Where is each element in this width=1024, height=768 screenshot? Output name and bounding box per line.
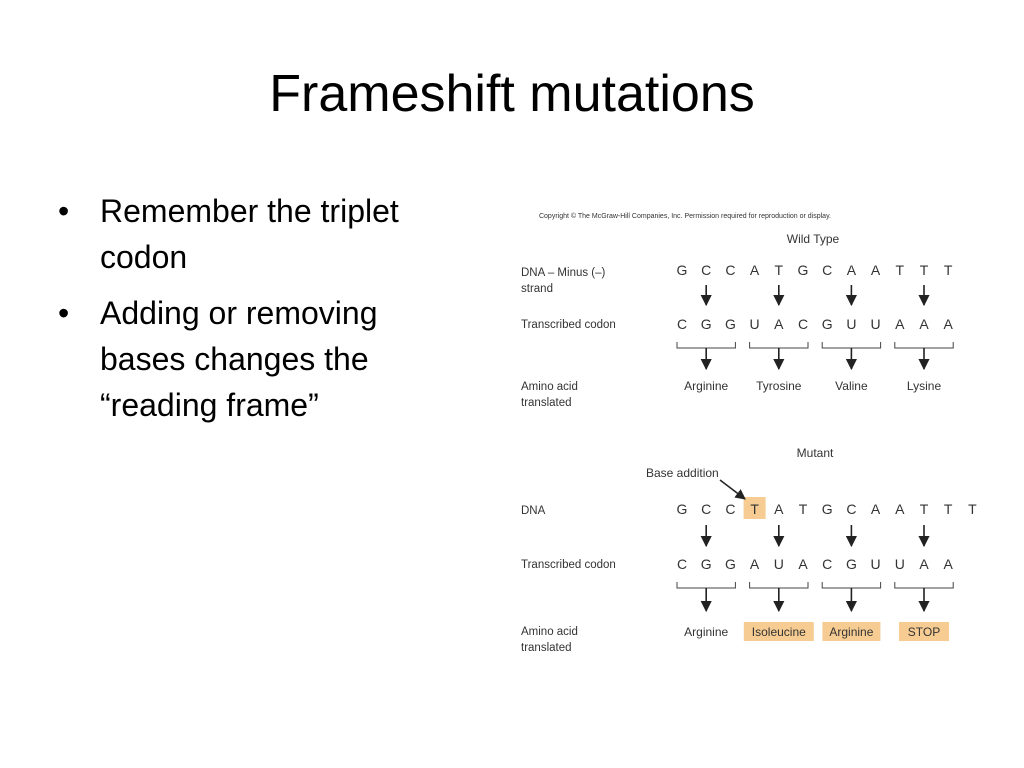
codon-bracket [895,342,953,348]
wild-dna-label-line1: DNA – Minus (–) [521,267,606,279]
wild-codon-base: U [749,316,760,332]
mutant-codon-base: A [749,556,760,572]
mutant-dna-base: C [846,501,857,517]
mutant-codon-label: Transcribed codon [521,559,616,571]
codon-bracket [677,582,735,588]
mutant-dna-base: T [943,501,953,517]
codon-bracket [822,582,880,588]
wild-amino-acid: Lysine [906,379,942,393]
mutant-codon-base: A [919,556,929,572]
slide-title: Frameshift mutations [269,65,755,123]
wild-codon-base: A [943,316,953,332]
wild-codon-base: G [724,316,736,332]
mutant-amino-acid: Arginine [829,625,874,639]
mutant-dna-base: A [870,501,881,517]
mutant-amino-acid: Isoleucine [751,625,806,639]
mutant-dna-base: T [919,501,929,517]
wild-dna-base: C [701,262,712,278]
frameshift-diagram [505,205,985,675]
annotation-arrow-icon [720,480,745,499]
mutant-dna-base: T [798,501,808,517]
wild-codon-base: A [895,316,905,332]
mutant-amino-label-line2: translated [521,642,572,654]
mutant-dna-base: C [701,501,712,517]
wild-codon-label: Transcribed codon [521,319,616,331]
wild-amino-label-line2: translated [521,397,572,409]
mutant-added-base: T [750,501,759,517]
codon-bracket [895,582,953,588]
mutant-amino-acid: Arginine [684,625,729,639]
wild-dna-base: T [919,262,929,278]
bullet-item [58,188,458,280]
wild-codon-base: A [919,316,929,332]
mutant-dna-base: A [895,501,905,517]
mutant-codon-base: C [822,556,833,572]
mutant-codon-base: U [894,556,905,572]
mutant-panel [677,480,978,641]
mutant-amino-label-line1: Amino acid [521,626,578,638]
bullet-dot-icon: • [58,193,70,229]
wild-amino-label-line1: Amino acid [521,381,578,393]
codon-bracket [822,342,880,348]
wild-codon-base: U [846,316,857,332]
mutant-dna-base: G [821,501,833,517]
wild-dna-label-line2: strand [521,283,553,295]
codon-bracket [750,342,808,348]
bullet-item [58,290,458,428]
mutant-codon-base: G [700,556,712,572]
wild-dna-base: A [749,262,760,278]
wild-codon-base: G [821,316,833,332]
wild-dna-base: G [797,262,809,278]
codon-bracket [750,582,808,588]
mutant-codon-base: U [870,556,881,572]
diagram-canvas [505,205,985,675]
wild-dna-base: A [846,262,857,278]
mutant-dna-base: T [968,501,977,517]
wild-dna-base: C [822,262,833,278]
bullet-dot-icon: • [58,295,70,331]
mutant-codon-base: U [773,556,784,572]
mutant-dna-base: C [725,501,736,517]
mutant-heading: Mutant [796,446,834,460]
wild-amino-acid: Arginine [684,379,729,393]
bullet-text: Adding or removing bases changes the “reading frame” [100,295,378,423]
mutant-dna-label: DNA [521,505,546,517]
wild-type-panel [677,262,954,393]
mutant-dna-base: A [774,501,784,517]
wild-codon-base: A [774,316,784,332]
wild-dna-base: C [725,262,736,278]
bullet-list [58,188,458,438]
wild-dna-base: T [774,262,784,278]
wild-codon-base: C [797,316,809,332]
bullet-text: Remember the triplet codon [100,193,399,275]
wild-type-heading: Wild Type [786,232,840,246]
codon-bracket [677,342,735,348]
mutant-codon-base: A [943,556,953,572]
wild-dna-base: T [895,262,905,278]
base-addition-annotation: Base addition [646,466,719,480]
copyright-notice: Copyright © The McGraw-Hill Companies, Inc. Permission required for reproduction or display. [538,213,832,220]
wild-dna-base: T [943,262,953,278]
mutant-dna-base: G [676,501,688,517]
wild-amino-acid: Valine [835,379,868,393]
mutant-amino-acid: STOP [907,625,941,639]
wild-codon-base: U [870,316,881,332]
wild-codon-base: G [700,316,712,332]
mutant-codon-base: G [845,556,857,572]
mutant-codon-base: A [798,556,808,572]
wild-codon-base: C [676,316,688,332]
wild-dna-base: A [870,262,881,278]
wild-dna-base: G [676,262,688,278]
wild-amino-acid: Tyrosine [756,379,802,393]
mutant-codon-base: C [676,556,688,572]
mutant-codon-base: G [724,556,736,572]
